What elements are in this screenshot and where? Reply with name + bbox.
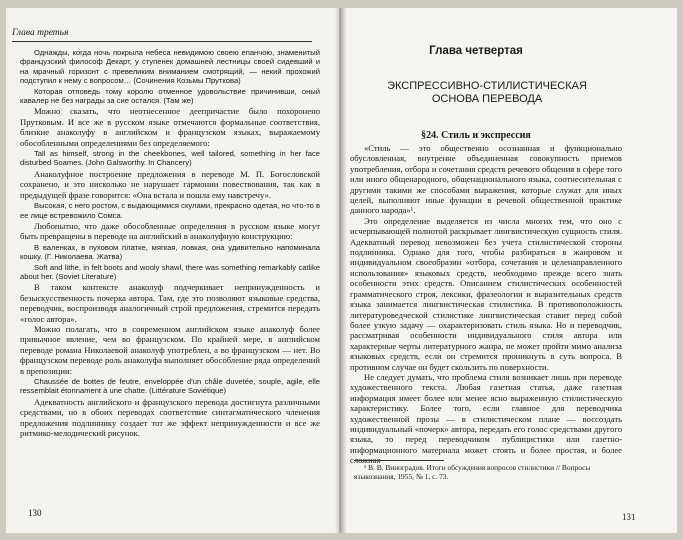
section-heading: §24. Стиль и экспрессия	[421, 130, 531, 141]
page-number-left: 130	[28, 508, 42, 518]
right-page-text	[350, 143, 622, 466]
running-head: Глава третья	[12, 28, 69, 38]
quote-prutkov-1: Однажды, когда ночь покрыла небеса невидимою своею епанчою, знаменитый французский философ Декарт, у ступенек домашней лестницы своей сидевший и на мрачный горизонт с превеликим вниманием смотрящий, — некий прохожий подступил к нему с вопросом… (Сочинения Козьмы Пруткова)	[20, 48, 320, 86]
book-gutter	[335, 8, 347, 533]
paragraph: Любопытно, что даже обособленные определения в русском языке могут быть превращены в переводе на английский в анаколуфную конструкцию:	[20, 220, 320, 242]
paragraph: «Стиль — это общественно осознанная и функционально обусловленная, внутренне объединенная совокупность приемов употребления, отбора и сочетания средств речевого общения в сфере того или иного общенародного, общенационального языка, соотнесительная с другими такими же способами выражения, которые служат для иных целей, выполняют иные функции в речевой общественной практике данного народа»¹.	[350, 143, 622, 216]
footnote-rule	[354, 460, 444, 461]
header-rule	[12, 41, 312, 42]
paragraph: Это определение выделяется из числа многих тем, что оно с исчерпывающей полнотой раскрывает лингвистическую сущность стиля. Адекватный перевод невозможен без учета стилистической стороны подлинника. Однако для того, чтобы разбираться в жанровом и индивидуальном своеобразии «отбора, сочетания и целенаправленного использования» языковых средств, необходимо прежде всего знать особенности этих средств. Описанием стилистических особенностей грамматического строя, лексики, фразеологии и выразительных средств языка занимается лингвистическая стилистика. В противоположность литературоведческой стилистике лингвистическая ставит перед собой более узкую задачу — охарактеризовать стиль языка. Но и переводчик, рассматривая особенности индивидуального стиля автора или характерные черты литературного жанра, не может пройти мимо анализа языковых средств, если он стремится проникнуть в суть вопроса. В противном случае он будет скользить по поверхности.	[350, 215, 622, 372]
chapter-heading: Глава четвертая	[429, 45, 523, 57]
example-galsworthy: Tall as himself, strong in the cheekbones, well tailored, something in her face disturbed Soames. (John Galsworthy. In Chancery)	[20, 149, 320, 168]
paragraph: Можно сказать, что неотнесенное деепричастие было похоронено Прутковым. И все же в русском языке отмечаются формальные соответствия, близкие анаколуфу в английском и французском языках, выражаемому обособленными определениями без определяемого:	[20, 106, 320, 148]
chapter-title: ЭКСПРЕССИВНО-СТИЛИСТИЧЕСКАЯ ОСНОВА ПЕРЕВОДА	[387, 80, 587, 105]
example-nikolaeva: В валенках, в пуховом платке, мягкая, ловкая, она удивительно напоминала кошку. (Г. Николаева. Жатва)	[20, 242, 320, 262]
quote-prutkov-2: Которая отповедь тому королю отменное удовольствие причинивши, оный кавалер не без награды за сие остался. (Там же)	[20, 86, 320, 106]
left-page-text	[20, 47, 320, 438]
paragraph: Можно полагать, что в современном английском языке анаколуф более привычное явление, чем во французском. По крайней мере, в английском переводе романа Николаевой анаколуф употреблен, а во французском — нет. Во французском переводе роль анаколуфа выполняет обособление ряда определений в препозиции:	[20, 323, 320, 376]
example-soviet-literature: Soft and lithe, in felt boots and wooly shawl, there was something remarkably catlike about her. (Soviet Literature)	[20, 262, 320, 281]
paragraph: Не следует думать, что проблема стиля возникает лишь при переводе художественного текста. Любая газетная статья, даже газетная информация имеет более или менее ясно выраженную стилистическую характеристику. Более того, если главное для переводчика художественной прозы — в стилистическом плане — воссоздать индивидуальный «почерк» автора, передать его голос средствами другого языка, то перед переводчиком публицистики или газетно-информационного материала может стоять и более простая, и более сложная	[350, 371, 622, 466]
example-translation: Высокая, с него ростом, с выдающимися скулами, прекрасно одетая, но что-то в ее лице встревожило Сомса.	[20, 201, 320, 220]
page-number-right: 131	[622, 512, 636, 522]
example-french: Chaussée de bottes de feutre, enveloppée d'un châle duvetée, souple, agile, elle ressemblait étonnament à une chatte. (Littérature Soviétique)	[20, 377, 320, 396]
paragraph: Анаколуфное построение предложения в переводе М. П. Богословской сохранено, и это нисколько не нарушает гармонии повествования, так как в предыдущей фразе говорится: «Она встала и пошла ему навстречу».	[20, 168, 320, 200]
footnote: ¹ В. В. Виноградов. Итоги обсуждения вопросов стилистики // Вопросы языкознания, 1955, № 1, с. 73.	[354, 463, 591, 481]
paragraph: В таком контексте анаколуф подчеркивает непринужденность и безыскусственность почерка автора. Там, где это позволяют языковые средства, переводчик, воспроизводя аналогичный строй предложения, стремится передать «голос автора».	[20, 282, 320, 324]
paragraph: Адекватность английского и французского перевода достигнута различными средствами, но в обоих переводах соответствие синтагматического членения предложения подлиннику создает тот же эффект непринужденности и все же ритмико-мелодический рисунок.	[20, 396, 320, 439]
